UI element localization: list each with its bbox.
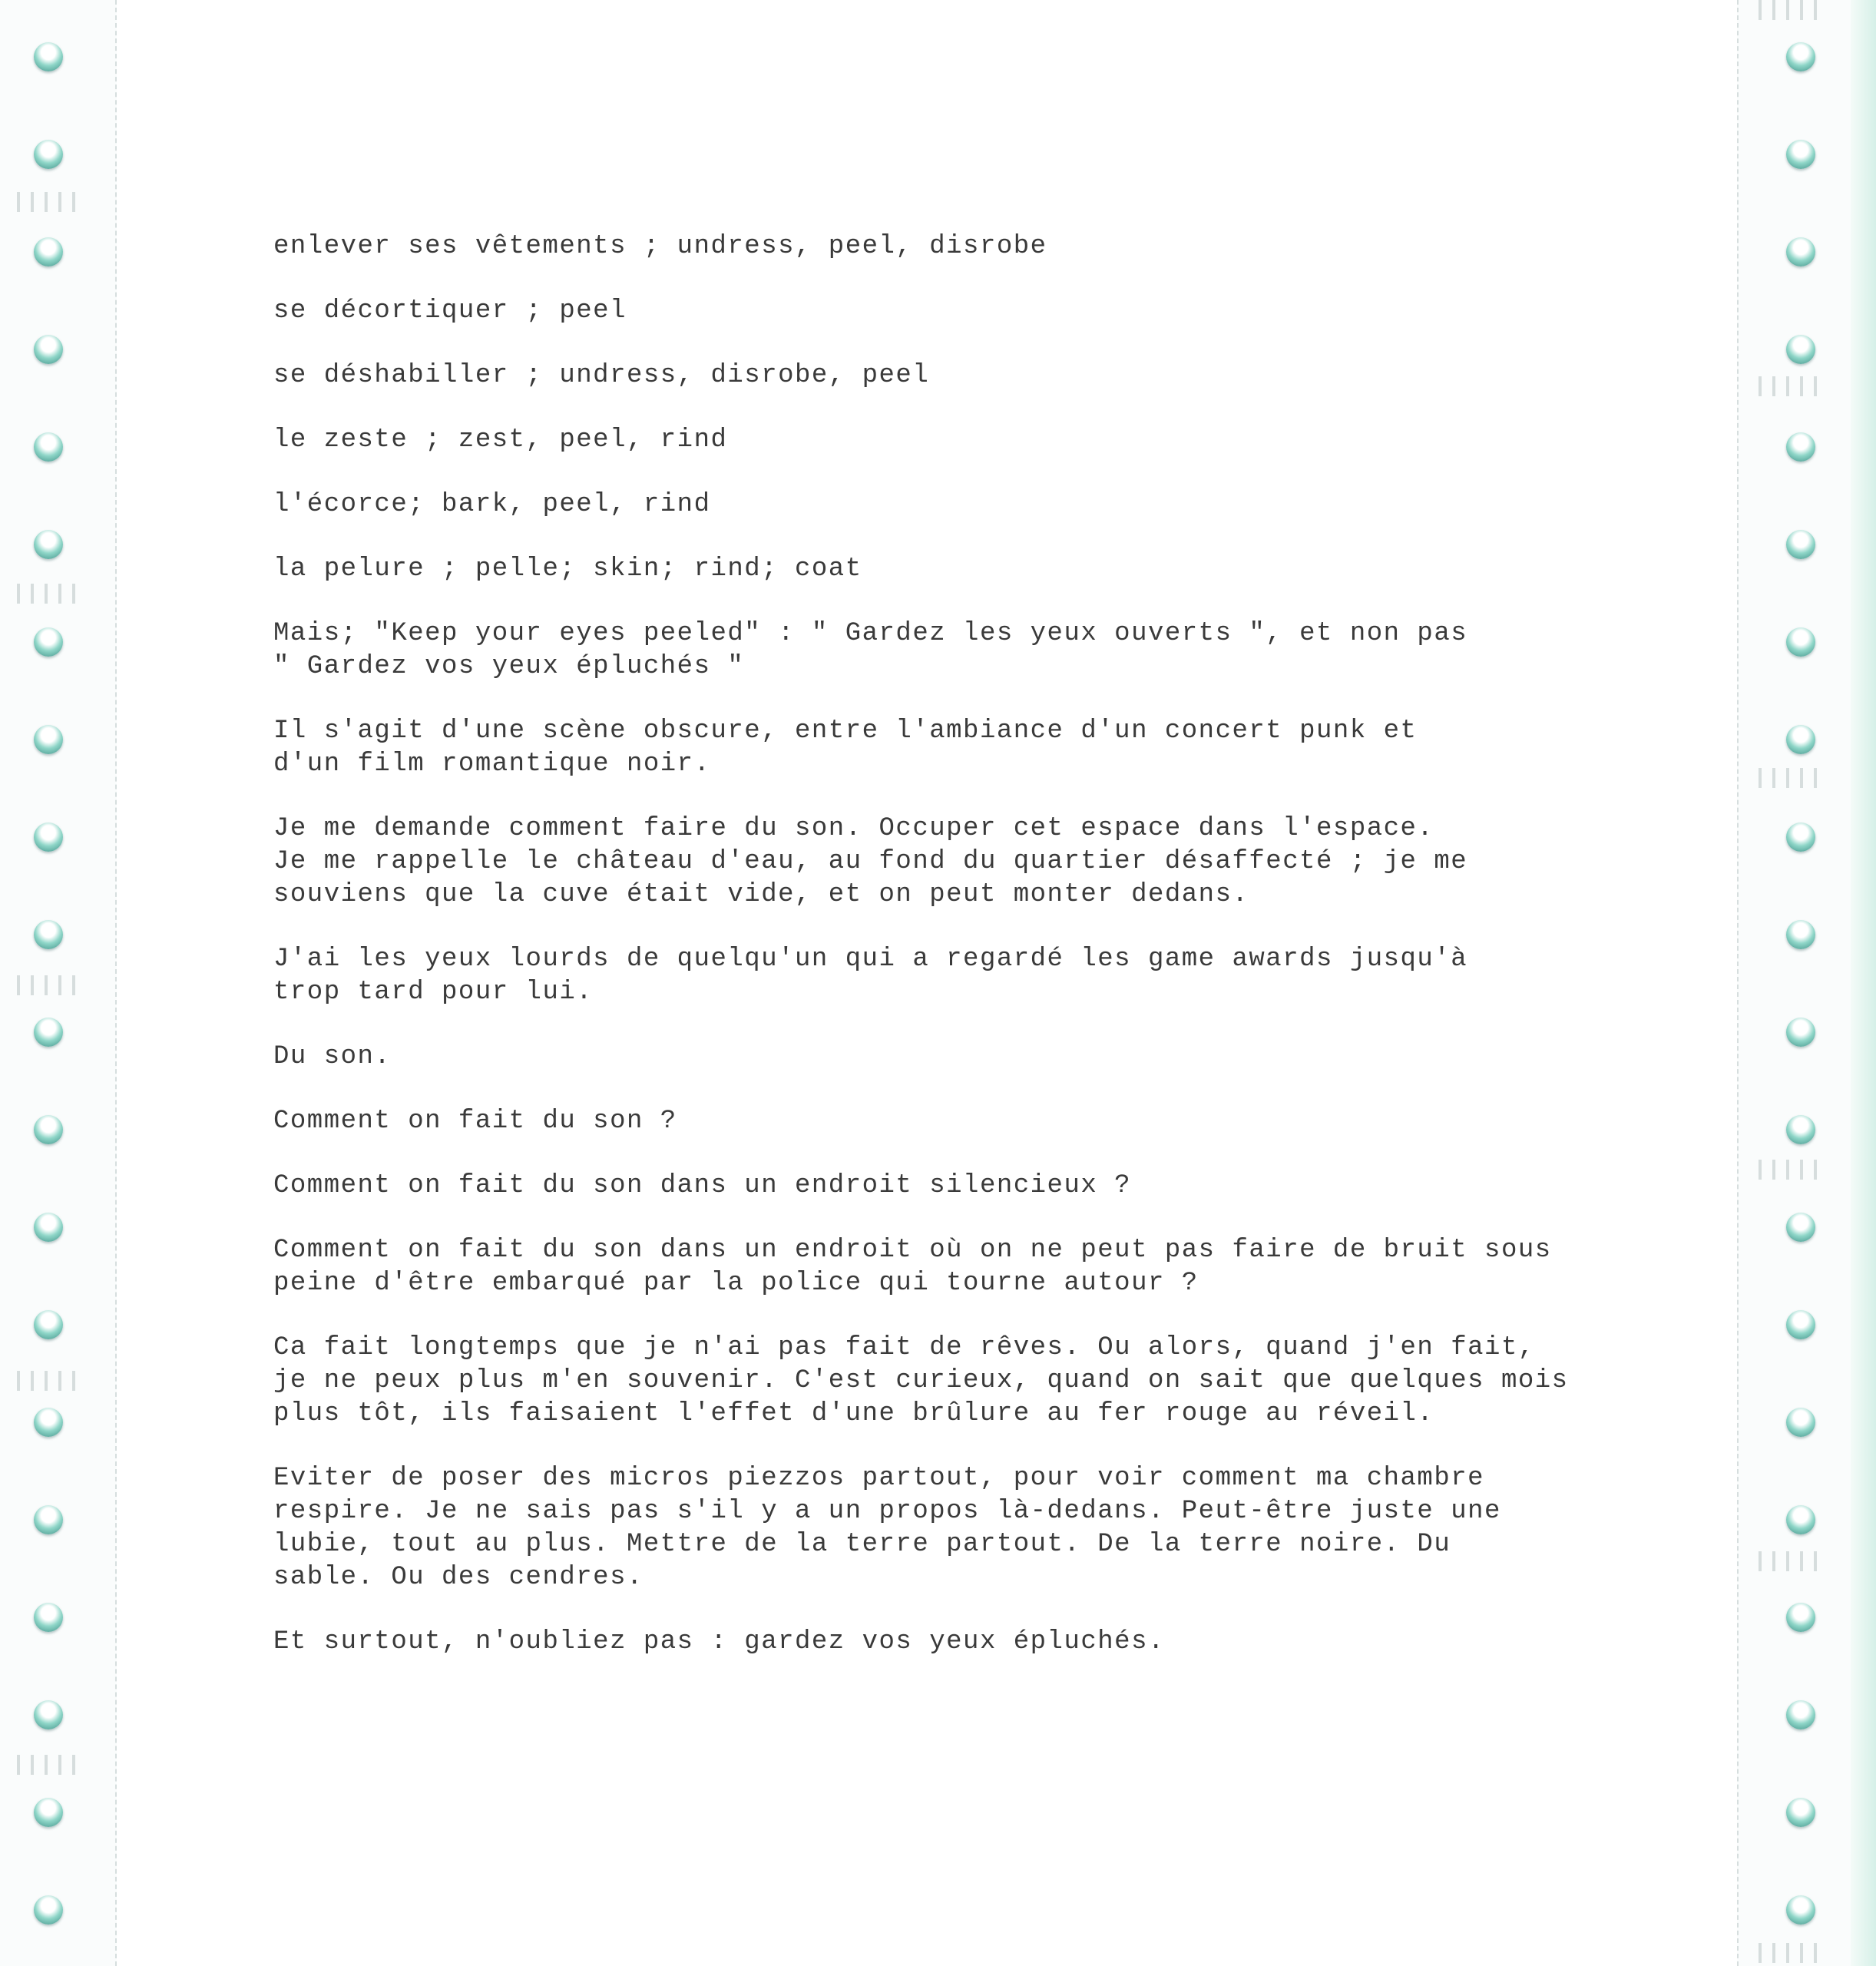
- tractor-hole-left: [34, 432, 63, 462]
- tractor-hole-left: [34, 140, 63, 169]
- perforation-mark-right: [1759, 1943, 1820, 1963]
- typed-page: [273, 230, 1594, 1690]
- tractor-hole-right: [1786, 920, 1815, 949]
- paragraph-micros: Eviter de poser des micros piezzos partout, pour voir comment ma chambre respire. Je ne sais pas s'il y a un propos là-dedans. Peut-être juste une lubie, tout au plus. Mettre de la terre partout. De la terre noire. Du sable. Ou des cendres.: [273, 1464, 1501, 1592]
- tractor-hole-left: [34, 237, 63, 266]
- glossary-line-deshabiller: se déshabiller ; undress, disrobe, peel: [273, 361, 930, 390]
- tractor-hole-left: [34, 822, 63, 852]
- paragraph-scene-obscure: Il s'agit d'une scène obscure, entre l'ambiance d'un concert punk et d'un film romantique noir.: [273, 717, 1418, 779]
- glossary-line-enlever: enlever ses vêtements ; undress, peel, disrobe: [273, 232, 1047, 261]
- tractor-hole-left: [34, 1798, 63, 1827]
- tractor-hole-right: [1786, 1408, 1815, 1437]
- tractor-hole-left: [34, 530, 63, 559]
- glossary-line-pelure: la pelure ; pelle; skin; rind; coat: [273, 554, 862, 584]
- tractor-hole-left: [34, 920, 63, 949]
- paragraph-reves: Ca fait longtemps que je n'ai pas fait de rêves. Ou alors, quand j'en fait, je ne peux plus m'en souvenir. C'est curieux, quand on sait que quelques mois plus tôt, ils faisaient l'effet d'une brûlure au fer rouge au réveil.: [273, 1333, 1569, 1428]
- tractor-hole-right: [1786, 1895, 1815, 1925]
- tractor-hole-right: [1786, 1798, 1815, 1827]
- paragraph-faire-du-son: Je me demande comment faire du son. Occuper cet espace dans l'espace. Je me rappelle le château d'eau, au fond du quartier désaffecté ; je me souviens que la cuve était vide, et on peut monter dedans.: [273, 814, 1468, 909]
- perforation-mark-right: [1759, 0, 1820, 20]
- paragraph-question-3: Comment on fait du son dans un endroit où on ne peut pas faire de bruit sous peine d'être embarqué par la police qui tourne autour ?: [273, 1236, 1552, 1298]
- tractor-hole-right: [1786, 530, 1815, 559]
- tractor-hole-right: [1786, 725, 1815, 754]
- paragraph-keep-eyes-peeled: Mais; "Keep your eyes peeled" : " Gardez les yeux ouverts ", et non pas " Gardez vos yeux épluchés ": [273, 619, 1468, 681]
- glossary-line-zeste: le zeste ; zest, peel, rind: [273, 425, 728, 455]
- tractor-hole-right: [1786, 1603, 1815, 1632]
- tractor-hole-right: [1786, 1700, 1815, 1729]
- tractor-hole-left: [34, 1895, 63, 1925]
- perforation-mark-right: [1759, 1160, 1820, 1180]
- tractor-hole-left: [34, 1700, 63, 1729]
- perforation-mark-left: [17, 584, 78, 604]
- paper-edge-tint: [1851, 0, 1876, 1966]
- tractor-hole-left: [34, 1310, 63, 1339]
- tractor-hole-left: [34, 335, 63, 364]
- paragraph-question-2: Comment on fait du son dans un endroit silencieux ?: [273, 1171, 1132, 1200]
- perforation-mark-right: [1759, 768, 1820, 788]
- tractor-hole-right: [1786, 140, 1815, 169]
- tractor-hole-left: [34, 1213, 63, 1242]
- tractor-hole-right: [1786, 822, 1815, 852]
- tractor-hole-left: [34, 1115, 63, 1144]
- tractor-hole-right: [1786, 1505, 1815, 1534]
- glossary-line-ecorce: l'écorce; bark, peel, rind: [273, 490, 711, 519]
- tractor-hole-left: [34, 725, 63, 754]
- tractor-hole-right: [1786, 1310, 1815, 1339]
- perforation-mark-left: [17, 1755, 78, 1775]
- perforation-mark-right: [1759, 376, 1820, 396]
- tractor-hole-left: [34, 1018, 63, 1047]
- tractor-hole-right: [1786, 627, 1815, 657]
- tractor-hole-right: [1786, 335, 1815, 364]
- glossary-line-decortiquer: se décortiquer ; peel: [273, 296, 627, 326]
- perforation-mark-left: [17, 192, 78, 212]
- tractor-hole-right: [1786, 432, 1815, 462]
- perforation-mark-right: [1759, 1551, 1820, 1571]
- tractor-hole-right: [1786, 237, 1815, 266]
- tractor-hole-right: [1786, 42, 1815, 71]
- tractor-hole-left: [34, 1603, 63, 1632]
- perforation-mark-left: [17, 1371, 78, 1391]
- tractor-hole-left: [34, 1505, 63, 1534]
- tractor-hole-left: [34, 42, 63, 71]
- paragraph-du-son: Du son.: [273, 1042, 392, 1071]
- perforation-mark-left: [17, 975, 78, 995]
- paragraph-closing: Et surtout, n'oubliez pas : gardez vos yeux épluchés.: [273, 1627, 1165, 1657]
- tractor-hole-right: [1786, 1018, 1815, 1047]
- paragraph-question-1: Comment on fait du son ?: [273, 1107, 677, 1136]
- tractor-hole-left: [34, 1408, 63, 1437]
- tractor-hole-right: [1786, 1115, 1815, 1144]
- paragraph-yeux-lourds: J'ai les yeux lourds de quelqu'un qui a regardé les game awards jusqu'à trop tard pour lui.: [273, 945, 1468, 1007]
- tractor-hole-left: [34, 627, 63, 657]
- tractor-hole-right: [1786, 1213, 1815, 1242]
